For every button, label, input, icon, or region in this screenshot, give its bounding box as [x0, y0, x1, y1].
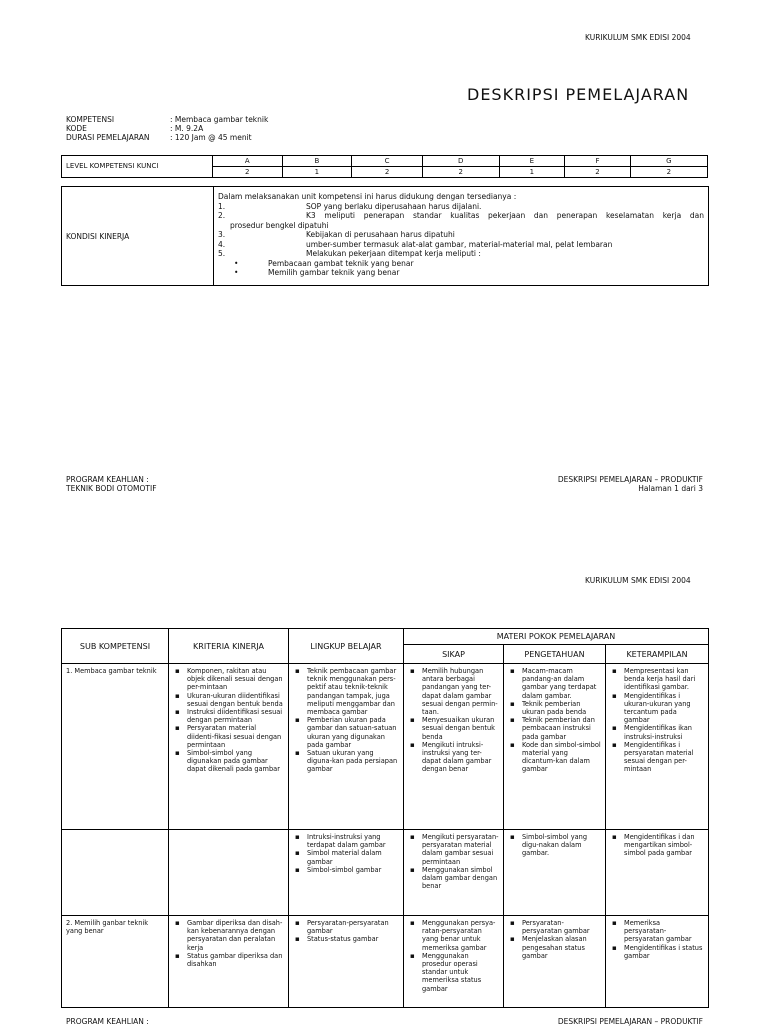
list-item: ▪ Teknik pemberian dan pembacaan instruksi pada gambar — [508, 716, 601, 741]
level-letter: D — [422, 156, 499, 167]
cell-pengetahuan — [504, 916, 606, 1008]
list-item: ▪ Simbol-simbol yang digunakan pada gambar dapat dikenali pada gambar — [173, 749, 284, 774]
list-item: ▪ Pemberian ukuran pada gambar dan satuan-satuan ukuran yang digunakan pada gambar — [293, 716, 399, 749]
list-item: ▪ Teknik pemberian ukuran pada benda — [508, 700, 601, 716]
list-item: ▪ Mengidentifikas i persyaratan material sesuai dengan per-mintaan — [610, 741, 704, 774]
page2-footer-right: DESKRIPSI PEMELAJARAN – PRODUKTIF — [557, 1017, 703, 1026]
list-item: ▪ Persyaratan material diidenti-fikasi sesuai dengan permintaan — [173, 724, 284, 749]
kondisi-item: 4. umber-sumber termasuk alat-alat gambar, material-material mal, pelat lembaran — [218, 239, 613, 249]
list-item: ▪ Mengidentifikas i ukuran-ukuran yang tercantum pada gambar — [610, 692, 704, 725]
col-kriteria-kinerja: KRITERIA KINERJA — [169, 629, 289, 664]
level-value: 1 — [282, 167, 352, 178]
list-item: ▪ Macam-macam pandang-an dalam gambar yang terdapat dalam gambar. — [508, 667, 601, 700]
list-item: ▪ Menyesuaikan ukuran sesuai dengan bentuk benda — [408, 716, 499, 741]
level-letter: A — [213, 156, 283, 167]
list-item: ▪ Menggunakan prosedur operasi standar untuk memeriksa status gambar — [408, 952, 499, 993]
kondisi-item-cont: prosedur bengkel dipatuhi — [230, 220, 329, 230]
list-item: ▪ Menggunakan simbol dalam gambar dengan benar — [408, 866, 499, 891]
list-item: ▪ Mengidentifikas ikan instruksi-instruksi — [610, 724, 704, 740]
list-item: ▪ Intruksi-instruksi yang terdapat dalam gambar — [293, 833, 399, 849]
cell-kriteria — [169, 916, 289, 1008]
meta-label: DURASI PEMELAJARAN — [66, 133, 150, 142]
level-value: 2 — [352, 167, 423, 178]
page1-header-right: KURIKULUM SMK EDISI 2004 — [585, 33, 691, 42]
cell-keterampilan — [606, 664, 709, 830]
meta-label: KODE — [66, 124, 87, 133]
list-item: ▪ Ukuran-ukuran diidentifikasi sesuai dengan bentuk benda — [173, 692, 284, 708]
kondisi-intro: Dalam melaksanakan unit kompetensi ini harus didukung dengan tersedianya : — [218, 192, 517, 201]
list-item: ▪ Teknik pembacaan gambar teknik menggunakan pers-pektif atau teknik-teknik pandangan tampak, juga meliputi menggambar dan membaca gambar — [293, 667, 399, 716]
col-sub-kompetensi: SUB KOMPETENSI — [62, 629, 169, 664]
page1-footer-right — [540, 475, 703, 493]
list-item: ▪ Menggunakan persya-ratan-persyaratan yang benar untuk memeriksa gambar — [408, 919, 499, 952]
level-kompetensi-table — [61, 155, 708, 178]
cell-sub — [62, 664, 169, 830]
cell-sikap — [404, 664, 504, 830]
kondisi-content — [214, 187, 708, 285]
level-value: 2 — [630, 167, 707, 178]
footer-doc-type: DESKRIPSI PEMELAJARAN – PRODUKTIF — [557, 475, 703, 484]
sub-kompetensi-text: 1. Membaca gambar teknik — [66, 667, 157, 675]
sub-kompetensi-text: 2. Memilih ganbar teknik yang benar — [66, 919, 149, 936]
table-row — [62, 830, 709, 916]
list-item: ▪ Persyaratan-persyaratan gambar — [508, 919, 601, 935]
level-letter: F — [565, 156, 631, 167]
page1-footer-left — [66, 475, 157, 493]
level-letter: C — [352, 156, 423, 167]
meta-value: : M. 9.2A — [170, 124, 204, 133]
list-item: ▪ Mengidentifikas i dan mengartikan simbol-simbol pada gambar — [610, 833, 704, 858]
page2-header-right: KURIKULUM SMK EDISI 2004 — [585, 576, 691, 585]
cell-kriteria — [169, 830, 289, 916]
level-value: 2 — [565, 167, 631, 178]
list-item: ▪ Instruksi diidentifikasi sesuai dengan permintaan — [173, 708, 284, 724]
list-item: ▪ Simbol material dalam gambar — [293, 849, 399, 865]
level-letter: E — [499, 156, 565, 167]
cell-lingkup — [289, 830, 404, 916]
cell-kriteria — [169, 664, 289, 830]
col-materi-pokok: MATERI POKOK PEMELAJARAN — [404, 629, 709, 645]
footer-program-label: PROGRAM KEAHLIAN : — [66, 475, 149, 484]
list-item: ▪ Simbol-simbol yang digu-nakan dalam gambar. — [508, 833, 601, 858]
cell-sub — [62, 916, 169, 1008]
list-item: ▪ Mengikuti persyaratan-persyaratan material dalam gambar sesuai permintaan — [408, 833, 499, 866]
list-item: ▪ Satuan ukuran yang diguna-kan pada persiapan gambar — [293, 749, 399, 774]
list-item: ▪ Memeriksa persyaratan-persyaratan gambar — [610, 919, 704, 944]
kondisi-label: KONDISI KINERJA — [62, 187, 214, 285]
list-item: ▪ Status-status gambar — [293, 935, 399, 943]
cell-lingkup — [289, 664, 404, 830]
level-value: 2 — [213, 167, 283, 178]
cell-lingkup — [289, 916, 404, 1008]
meta-value: : Membaca gambar teknik — [170, 115, 269, 124]
col-lingkup-belajar: LINGKUP BELAJAR — [289, 629, 404, 664]
table-row — [62, 916, 709, 1008]
footer-program-value: TEKNIK BODI OTOMOTIF — [66, 484, 157, 493]
list-item: ▪ Kode dan simbol-simbol material yang dicantum-kan dalam gambar — [508, 741, 601, 774]
kondisi-bullet: • Memilih gambar teknik yang benar — [234, 268, 400, 277]
meta-label: KOMPETENSI — [66, 115, 115, 124]
list-item: ▪ Menjelaskan alasan pengesahan status gambar — [508, 935, 601, 960]
kondisi-item: 5. Melakukan pekerjaan ditempat kerja meliputi : — [218, 249, 481, 258]
table-row — [62, 664, 709, 830]
cell-sub — [62, 830, 169, 916]
level-value: 1 — [499, 167, 565, 178]
cell-pengetahuan — [504, 664, 606, 830]
level-label: LEVEL KOMPETENSI KUNCI — [62, 156, 213, 178]
cell-sikap — [404, 916, 504, 1008]
footer-page-number: Halaman 1 dari 3 — [638, 484, 703, 493]
kondisi-item: 1. SOP yang berlaku diperusahaan harus dijalani. — [218, 201, 482, 211]
materi-table — [61, 628, 709, 1008]
list-item: ▪ Gambar diperiksa dan disah-kan kebenarannya dengan persyaratan dan peralatan kerja — [173, 919, 284, 952]
kondisi-item: 2. K3 meliputi penerapan standar kualitas pekerjaan dan penerapan keselamatan kerja dan — [218, 211, 704, 220]
list-item: ▪ Status gambar diperiksa dan disahkan — [173, 952, 284, 968]
list-item: ▪ Mempresentasi kan benda kerja hasil dari identifikasi gambar. — [610, 667, 704, 692]
col-sikap: SIKAP — [404, 645, 504, 664]
level-letter: G — [630, 156, 707, 167]
page2-footer-left: PROGRAM KEAHLIAN : — [66, 1017, 149, 1026]
cell-pengetahuan — [504, 830, 606, 916]
list-item: ▪ Komponen, rakitan atau objek dikenali sesuai dengan per-mintaan — [173, 667, 284, 692]
kondisi-item: 3. Kebijakan di perusahaan harus dipatuhi — [218, 230, 455, 239]
meta-value: : 120 Jam @ 45 menit — [170, 133, 252, 142]
cell-sikap — [404, 830, 504, 916]
cell-keterampilan — [606, 830, 709, 916]
cell-keterampilan — [606, 916, 709, 1008]
page-title: DESKRIPSI PEMELAJARAN — [467, 85, 690, 104]
list-item: ▪ Memilih hubungan antara berbagai pandangan yang ter-dapat dalam gambar sesuai dengan permin-taan. — [408, 667, 499, 716]
col-pengetahuan: PENGETAHUAN — [504, 645, 606, 664]
level-value: 2 — [422, 167, 499, 178]
kondisi-bullet: • Pembacaan gambat teknik yang benar — [234, 258, 414, 268]
col-keterampilan: KETERAMPILAN — [606, 645, 709, 664]
list-item: ▪ Mengidentifikas i status gambar — [610, 944, 704, 960]
level-letter: B — [282, 156, 352, 167]
list-item: ▪ Mengikuti intruksi-instruksi yang ter-dapat dalam gambar dengan benar — [408, 741, 499, 774]
list-item: ▪ Persyaratan-persyaratan gambar — [293, 919, 399, 935]
meta-block — [66, 115, 268, 142]
kondisi-kinerja-box — [61, 186, 709, 286]
list-item: ▪ Simbol-simbol gambar — [293, 866, 399, 874]
